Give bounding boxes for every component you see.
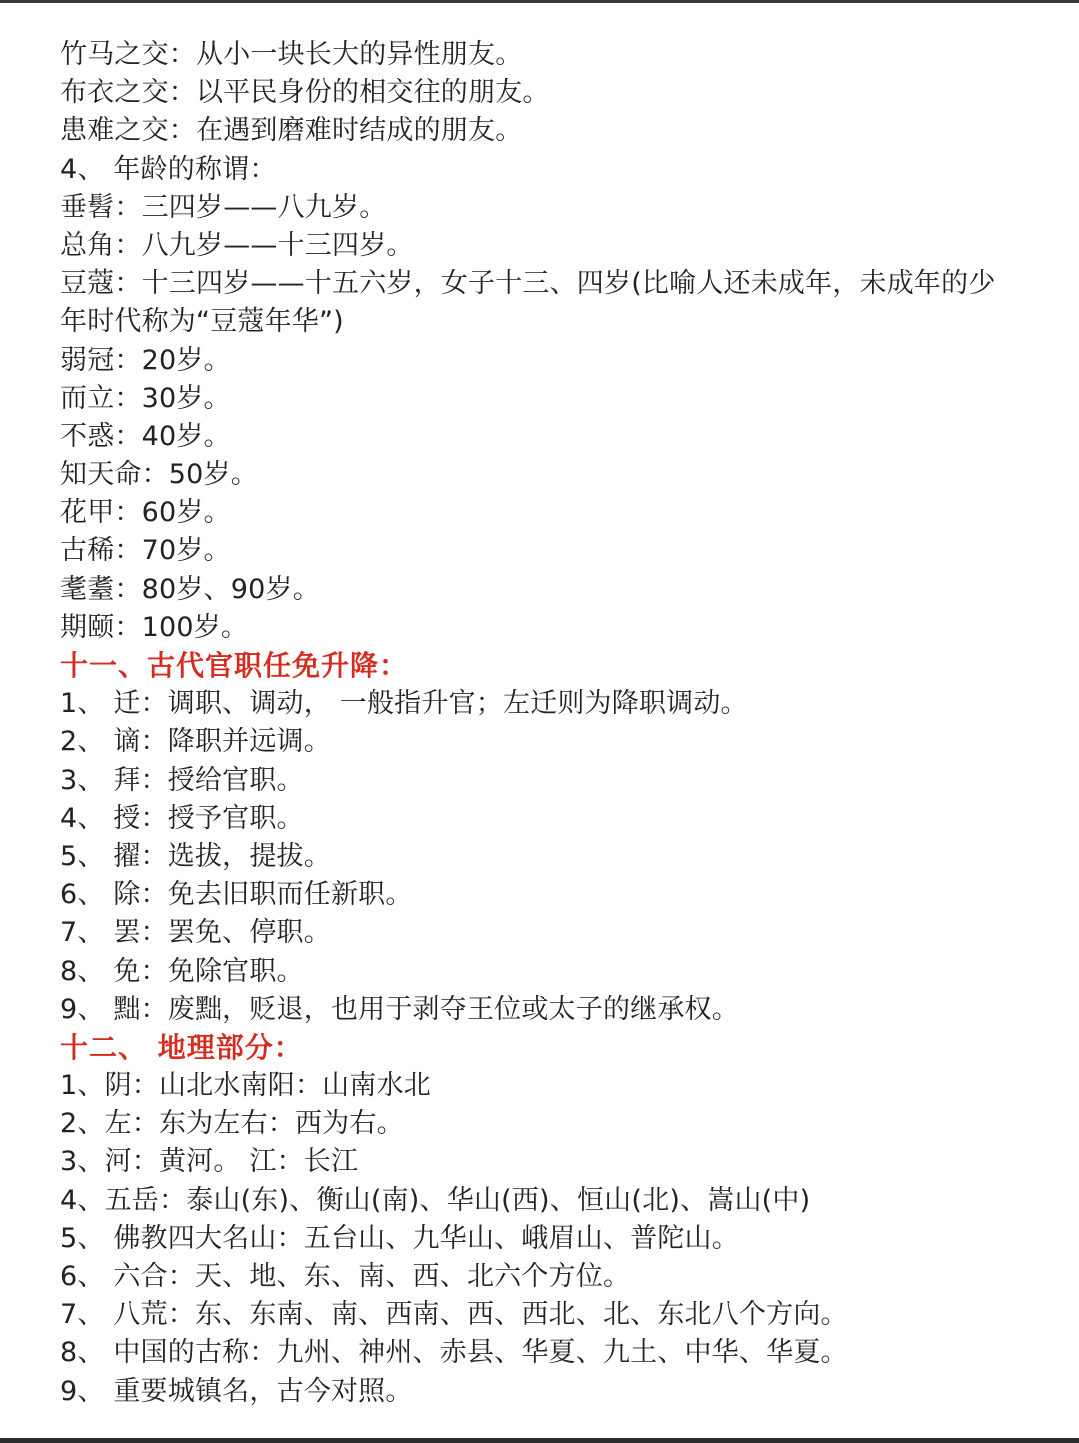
document-content — [60, 36, 1020, 1411]
text-line: 9、 黜：废黜，贬退，也用于剥夺王位或太子的继承权。 — [60, 993, 739, 1025]
text-line: 布衣之交：以平民身份的相交往的朋友。 — [60, 77, 550, 109]
text-line: 花甲：60岁。 — [60, 497, 231, 529]
section-heading-geography: 十二、 地理部分： — [60, 1030, 303, 1064]
text-line: 总角：八九岁——十三四岁。 — [60, 229, 414, 261]
bottom-border — [0, 1438, 1079, 1443]
text-line: 耄耋：80岁、90岁。 — [60, 573, 320, 605]
text-line: 4、 授：授予官职。 — [60, 802, 304, 834]
text-line: 6、 除：免去旧职而任新职。 — [60, 879, 413, 911]
age-section-title: 4、 年龄的称谓： — [60, 153, 277, 185]
top-border — [0, 0, 1079, 3]
text-line: 4、五岳：泰山(东)、衡山(南)、华山(西)、恒山(北)、嵩山(中) — [60, 1184, 811, 1216]
text-line: 3、 拜：授给官职。 — [60, 764, 304, 796]
text-line: 7、 罢：罢免、停职。 — [60, 917, 331, 949]
text-line: 知天命：50岁。 — [60, 459, 258, 491]
text-line: 患难之交：在遇到磨难时结成的朋友。 — [60, 115, 523, 147]
text-line: 期颐：100岁。 — [60, 611, 249, 643]
text-line: 弱冠：20岁。 — [60, 344, 231, 376]
text-line: 不惑：40岁。 — [60, 420, 231, 452]
text-line: 而立：30岁。 — [60, 382, 231, 414]
section-heading-officials: 十一、古代官职任免升降： — [60, 649, 409, 683]
text-line: 8、 免：免除官职。 — [60, 955, 304, 987]
text-line: 古稀：70岁。 — [60, 535, 231, 567]
text-line: 5、 佛教四大名山：五台山、九华山、峨眉山、普陀山。 — [60, 1222, 739, 1254]
text-line: 2、 谪：降职并远调。 — [60, 726, 331, 758]
text-line: 6、 六合：天、地、东、南、西、北六个方位。 — [60, 1261, 631, 1293]
text-line: 3、河：黄河。 江：长江 — [60, 1146, 359, 1178]
text-line: 豆蔻：十三四岁——十五六岁，女子十三、四岁(比喻人还未成年，未成年的少年时代称为“豆蔻年华”) — [60, 268, 996, 338]
text-line: 1、 迁：调职、调动， 一般指升官；左迁则为降职调动。 — [60, 688, 748, 720]
text-line: 1、阴：山北水南阳：山南水北 — [60, 1070, 431, 1102]
text-line: 9、 重要城镇名，古今对照。 — [60, 1375, 413, 1407]
text-line: 8、 中国的古称：九州、神州、赤县、华夏、九土、中华、华夏。 — [60, 1337, 848, 1369]
text-line: 5、 擢：选拔，提拔。 — [60, 840, 331, 872]
text-line: 垂髫：三四岁——八九岁。 — [60, 191, 387, 223]
text-line: 7、 八荒：东、东南、南、西南、西、西北、北、东北八个方向。 — [60, 1299, 848, 1331]
text-line: 竹马之交：从小一块长大的异性朋友。 — [60, 39, 523, 70]
text-line: 2、左：东为左右：西为右。 — [60, 1108, 404, 1140]
